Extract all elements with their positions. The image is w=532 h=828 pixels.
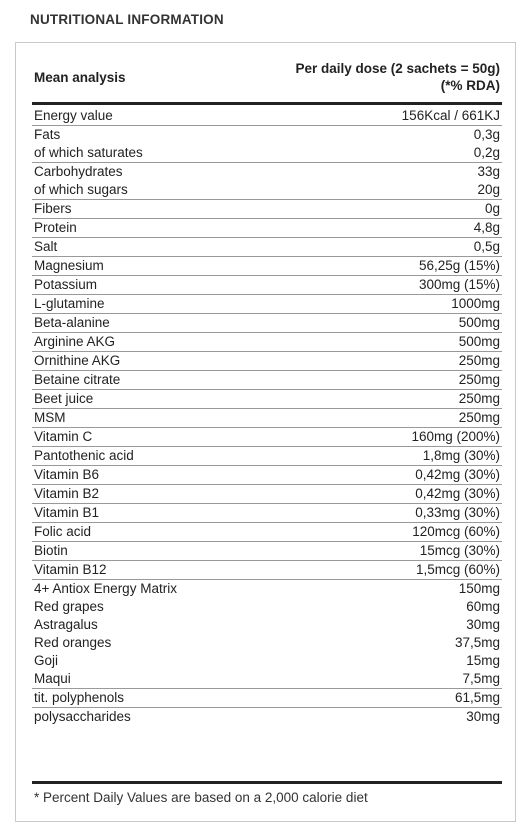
nutrient-row (32, 237, 502, 256)
nutrient-amount: 250mg (458, 372, 500, 387)
nutrient-amount: 1,8mg (30%) (422, 448, 500, 463)
nutrient-amount: 250mg (458, 391, 500, 406)
nutrient-row (32, 446, 502, 465)
nutrient-row (32, 541, 502, 560)
nutrient-name: Ornithine AKG (34, 353, 121, 368)
nutrient-amount: 15mcg (30%) (419, 543, 500, 558)
nutrient-amount: 160mg (200%) (411, 429, 500, 444)
nutrient-row (32, 313, 502, 332)
nutrient-row (32, 522, 502, 541)
nutrient-amount: 61,5mg (454, 690, 500, 705)
nutrient-amount: 1,5mcg (60%) (415, 562, 500, 577)
nutrient-row (32, 294, 502, 313)
nutrient-amount: 300mg (15%) (418, 277, 500, 292)
nutrient-name: Energy value (34, 108, 113, 123)
nutrient-row (32, 503, 502, 522)
nutrient-row (32, 389, 502, 408)
section-title: NUTRITIONAL INFORMATION (30, 12, 224, 27)
nutrient-row (32, 107, 502, 125)
nutrient-row (32, 218, 502, 237)
nutrient-name: Goji (34, 653, 59, 668)
nutrient-name: Vitamin B2 (34, 486, 100, 501)
nutrient-row (32, 162, 502, 181)
nutrient-amount: 30mg (466, 709, 500, 724)
nutrient-row (32, 199, 502, 218)
nutrient-name: Vitamin B6 (34, 467, 100, 482)
nutrient-amount: 56,25g (15%) (418, 258, 500, 273)
nutrition-panel (15, 42, 516, 822)
nutrient-amount: 30mg (466, 617, 500, 632)
nutrient-amount: 15mg (466, 653, 500, 668)
nutrient-amount: 0g (484, 201, 500, 216)
nutrient-name: of which sugars (34, 182, 128, 197)
nutrient-name: Fats (34, 127, 61, 142)
nutrient-row (32, 465, 502, 484)
nutrient-amount: 0,5g (473, 239, 500, 254)
nutrient-name: Red grapes (34, 599, 104, 614)
nutrient-row (32, 256, 502, 275)
nutrient-name: Protein (34, 220, 77, 235)
nutrient-row (32, 634, 502, 652)
nutrient-name: Vitamin C (34, 429, 93, 444)
nutrient-amount: 156Kcal / 661KJ (401, 108, 500, 123)
nutrient-row (32, 652, 502, 670)
nutrient-name: Fibers (34, 201, 72, 216)
nutrient-amount: 20g (477, 182, 500, 197)
nutrient-name: Arginine AKG (34, 334, 116, 349)
nutrient-name: Biotin (34, 543, 68, 558)
nutrient-name: Betaine citrate (34, 372, 121, 387)
nutrient-amount: 37,5mg (454, 635, 500, 650)
nutrient-row (32, 670, 502, 688)
nutrient-name: Vitamin B1 (34, 505, 100, 520)
nutrient-row (32, 688, 502, 707)
nutrient-name: Beet juice (34, 391, 94, 406)
nutrient-row (32, 427, 502, 446)
nutrient-name: L-glutamine (34, 296, 105, 311)
nutrient-row (32, 351, 502, 370)
nutrient-row (32, 598, 502, 616)
nutrient-amount: 0,3g (473, 127, 500, 142)
nutrient-name: 4+ Antiox Energy Matrix (34, 581, 177, 596)
nutrient-amount: 150mg (458, 581, 500, 596)
nutrient-amount: 60mg (466, 599, 500, 614)
footnote: * Percent Daily Values are based on a 2,000 calorie diet (34, 790, 368, 805)
nutrient-name: Potassium (34, 277, 98, 292)
column-header-dose-line1: Per daily dose (2 sachets = 50g) (295, 61, 500, 76)
nutrient-amount: 0,33mg (30%) (415, 505, 500, 520)
nutrient-row (32, 332, 502, 351)
column-header-analysis: Mean analysis (34, 70, 126, 85)
nutrient-amount: 0,2g (473, 145, 500, 160)
column-header-dose (296, 60, 500, 94)
nutrient-name: polysaccharides (34, 709, 131, 724)
nutrient-row (32, 616, 502, 634)
nutrient-row (32, 125, 502, 144)
nutrient-name: Vitamin B12 (34, 562, 107, 577)
nutrient-row (32, 560, 502, 579)
table-bottom-rule (32, 781, 502, 784)
nutrient-row (32, 181, 502, 199)
nutrient-row (32, 275, 502, 294)
nutrient-name: Pantothenic acid (34, 448, 134, 463)
nutrient-name: Beta-alanine (34, 315, 110, 330)
column-header-dose-line2: (*% RDA) (440, 78, 500, 93)
nutrient-name: MSM (34, 410, 66, 425)
nutrient-name: Astragalus (34, 617, 98, 632)
table-header (32, 58, 502, 105)
nutrient-amount: 1000mg (451, 296, 500, 311)
nutrient-name: of which saturates (34, 145, 143, 160)
nutrient-row (32, 707, 502, 726)
nutrient-row (32, 484, 502, 503)
nutrient-name: Red oranges (34, 635, 112, 650)
nutrient-row (32, 370, 502, 389)
nutrient-amount: 33g (477, 164, 500, 179)
nutrient-name: Maqui (34, 671, 71, 686)
nutrient-amount: 0,42mg (30%) (415, 486, 500, 501)
nutrient-name: Salt (34, 239, 58, 254)
nutrient-table-body (32, 107, 502, 726)
nutrient-amount: 250mg (458, 353, 500, 368)
nutrient-amount: 7,5mg (462, 671, 500, 686)
nutrient-name: tit. polyphenols (34, 690, 125, 705)
nutrient-amount: 4,8g (473, 220, 500, 235)
nutrient-row (32, 408, 502, 427)
nutrient-amount: 0,42mg (30%) (415, 467, 500, 482)
nutrient-name: Carbohydrates (34, 164, 123, 179)
nutrient-row (32, 579, 502, 598)
nutrient-amount: 500mg (458, 334, 500, 349)
nutrient-name: Magnesium (34, 258, 104, 273)
nutrient-amount: 500mg (458, 315, 500, 330)
nutrient-row (32, 144, 502, 162)
nutrient-name: Folic acid (34, 524, 92, 539)
nutrient-amount: 120mcg (60%) (412, 524, 500, 539)
nutrient-amount: 250mg (458, 410, 500, 425)
